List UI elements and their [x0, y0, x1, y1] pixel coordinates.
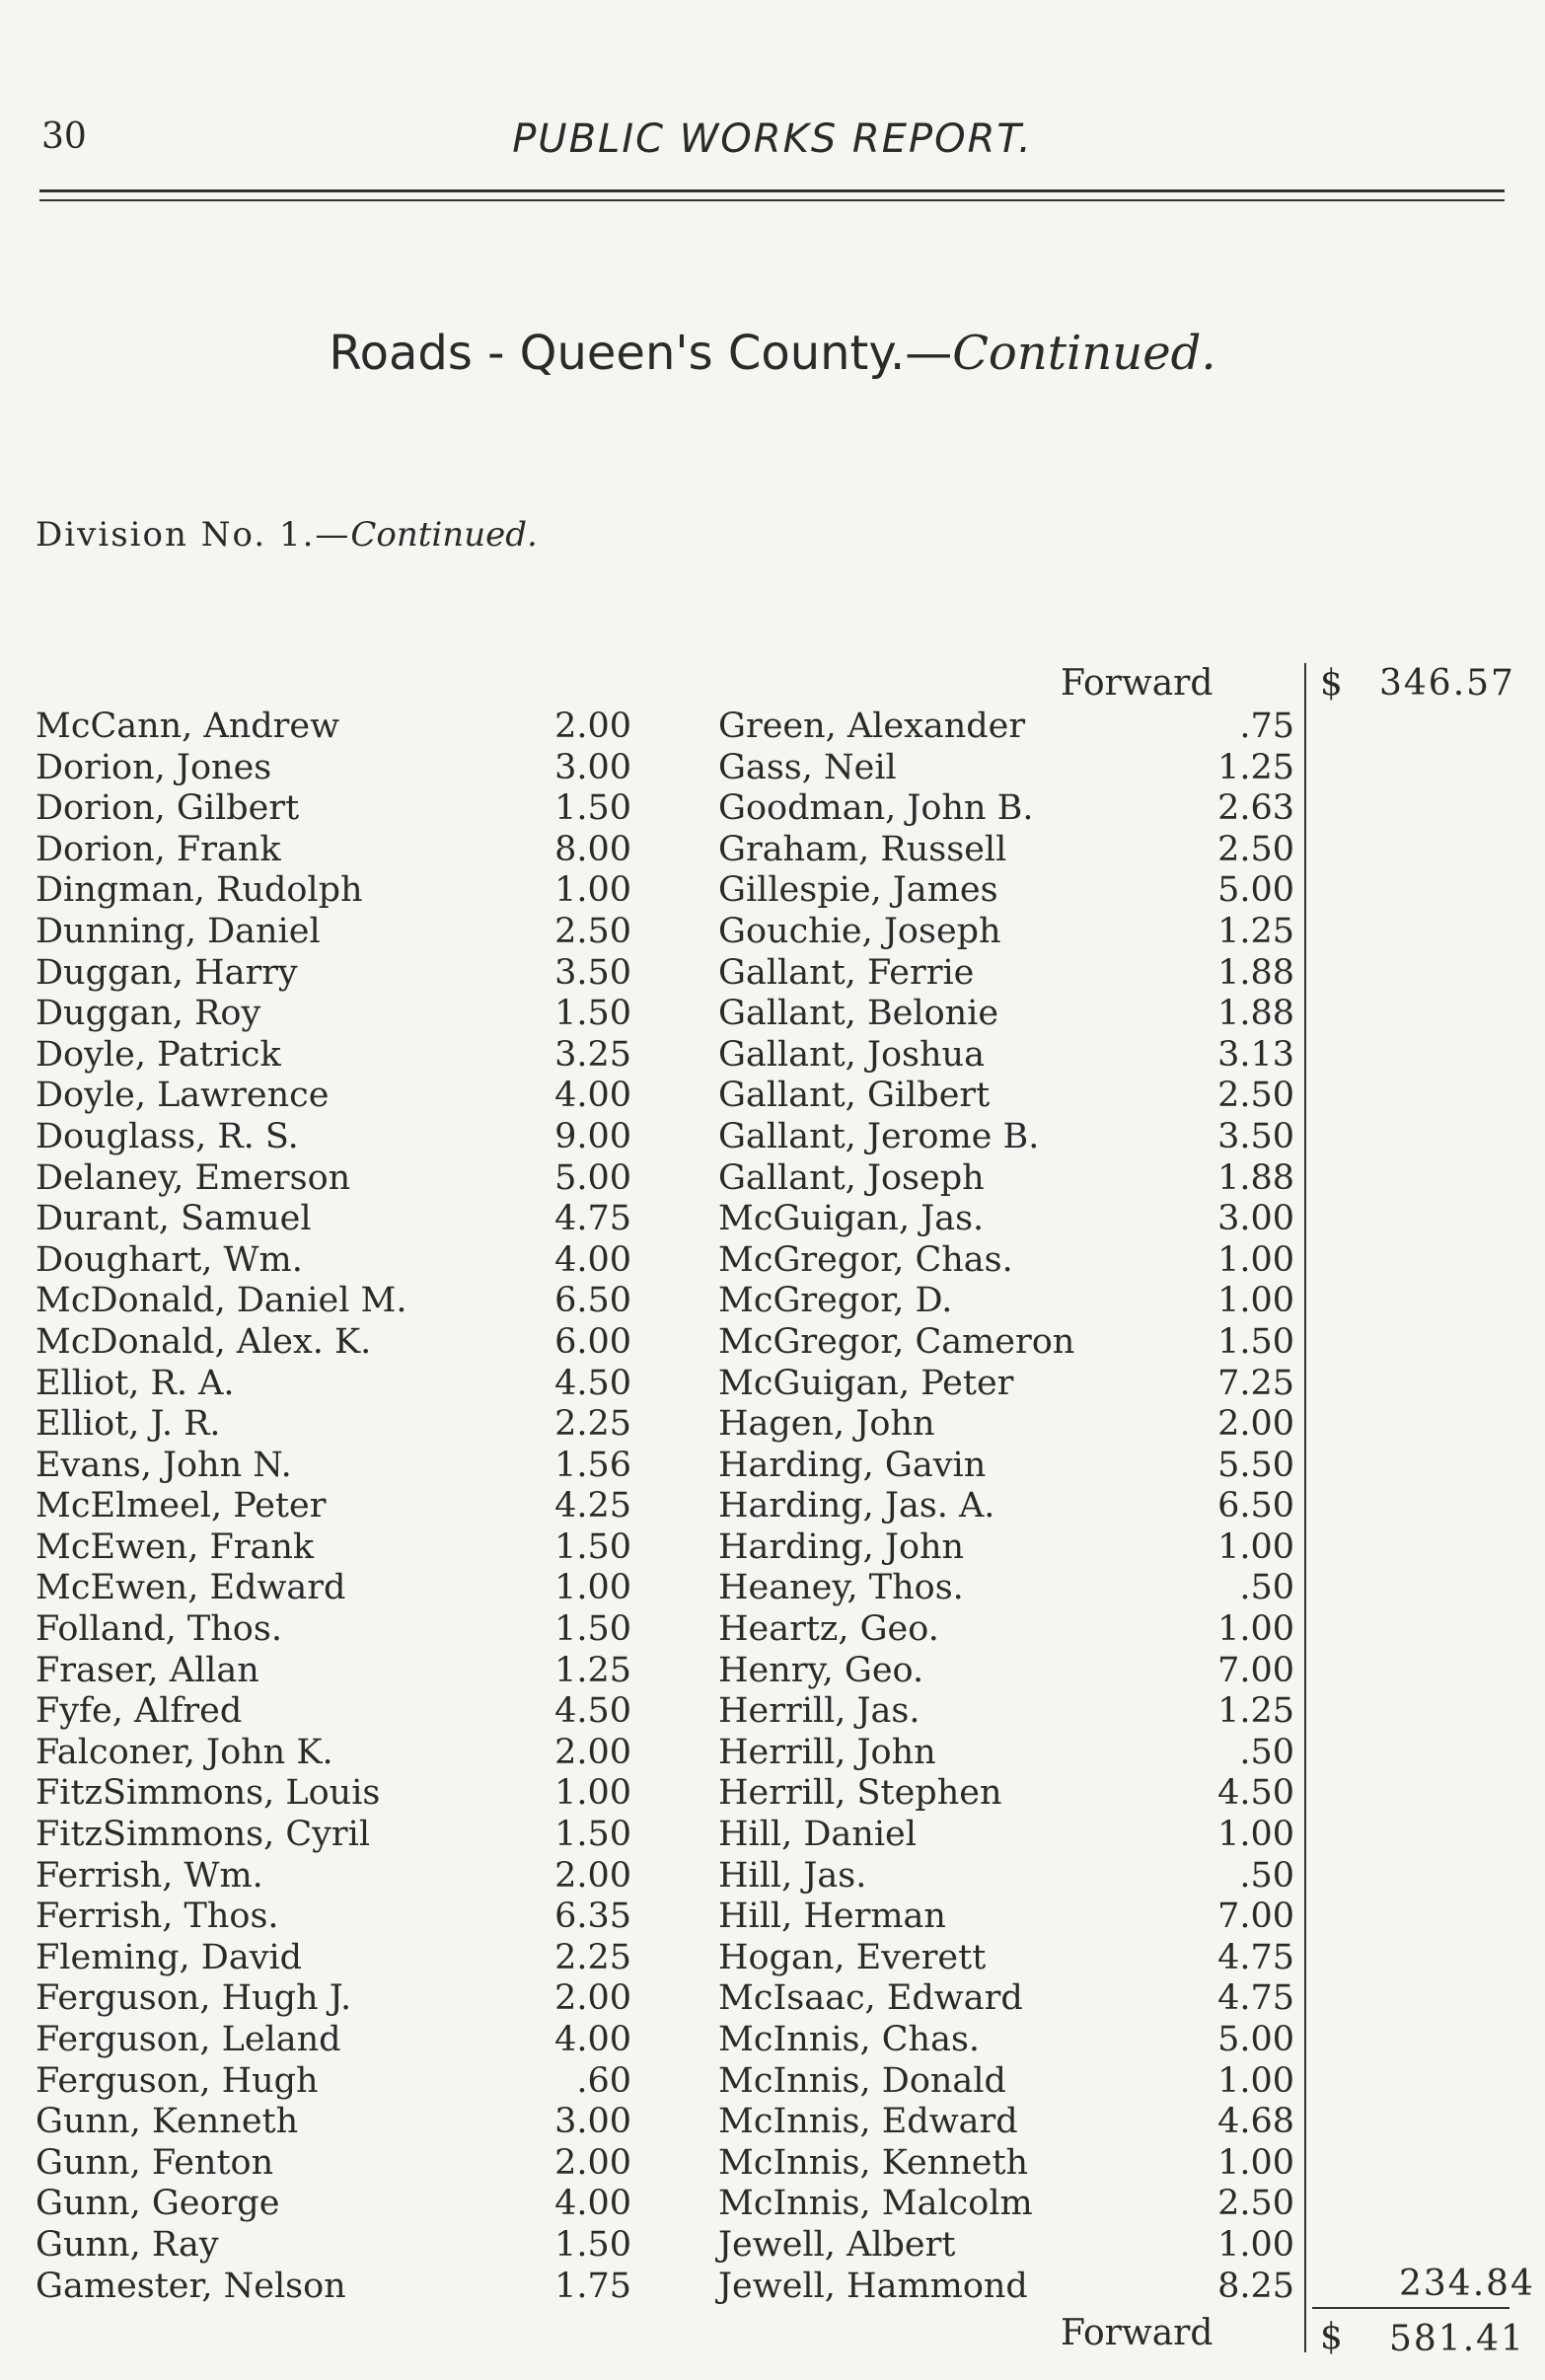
right-name: Green, Alexander	[718, 707, 1026, 746]
right-name: Gillespie, James	[718, 870, 998, 911]
right-name: McGuigan, Peter	[718, 1363, 1014, 1403]
right-name: Gouchie, Joseph	[718, 911, 1001, 951]
right-amount: 4.75	[1217, 1978, 1294, 2019]
left-amount: 1.50	[554, 788, 631, 829]
left-amount: 4.00	[554, 2020, 631, 2059]
left-name: Douglass, R. S.	[36, 1116, 299, 1156]
left-amount: 2.00	[554, 2142, 631, 2183]
right-amount: 1.88	[1217, 1157, 1294, 1198]
right-amount: 1.25	[1217, 1691, 1294, 1732]
left-name: McCann, Andrew	[36, 707, 340, 746]
left-name: Fleming, David	[36, 1937, 303, 1977]
right-name: Gallant, Belonie	[718, 994, 999, 1034]
left-amount: 1.00	[554, 870, 631, 911]
left-name: Dorion, Jones	[36, 747, 272, 787]
right-amount: 1.25	[1217, 911, 1294, 951]
right-name: Hogan, Everett	[718, 1937, 987, 1977]
ledger-row	[0, 1938, 1545, 1979]
division-heading	[36, 515, 538, 555]
right-name: Herrill, Stephen	[718, 1773, 1002, 1814]
left-name: Gunn, Ray	[36, 2224, 219, 2265]
right-name: Hill, Herman	[718, 1897, 946, 1937]
right-name: Gallant, Joseph	[718, 1157, 985, 1198]
left-name: Doyle, Patrick	[36, 1034, 281, 1075]
right-name: McInnis, Edward	[718, 2102, 1018, 2142]
page-header	[0, 116, 1545, 176]
ledger-row	[0, 2061, 1545, 2103]
header-rule	[39, 189, 1505, 192]
right-amount: 1.00	[1217, 2224, 1294, 2265]
ledger-row	[0, 2020, 1545, 2061]
left-name: McEwen, Edward	[36, 1568, 346, 1608]
ledger-row	[0, 1446, 1545, 1487]
right-amount: 7.25	[1217, 1363, 1294, 1403]
left-amount: 2.50	[554, 911, 631, 951]
right-amount: 1.00	[1217, 1526, 1294, 1567]
right-amount: 2.50	[1217, 829, 1294, 869]
left-amount: 6.50	[554, 1281, 631, 1321]
left-amount: 1.56	[554, 1445, 631, 1485]
left-name: Ferguson, Hugh J.	[36, 1978, 352, 2019]
ledger-row	[0, 912, 1545, 953]
left-amount: 3.25	[554, 1034, 631, 1075]
left-name: Duggan, Harry	[36, 952, 298, 993]
left-amount: 1.00	[554, 1568, 631, 1608]
right-amount: .50	[1239, 1732, 1294, 1772]
ledger-row	[0, 1199, 1545, 1240]
ledger-row	[0, 2102, 1545, 2143]
right-name: Gallant, Joshua	[718, 1034, 985, 1075]
left-amount: 9.00	[554, 1116, 631, 1156]
left-name: Evans, John N.	[36, 1445, 292, 1485]
left-name: Gunn, Fenton	[36, 2142, 274, 2183]
right-name: McInnis, Kenneth	[718, 2142, 1029, 2183]
right-amount: 6.50	[1217, 1486, 1294, 1526]
left-amount: .60	[576, 2060, 631, 2101]
left-amount: 1.50	[554, 1815, 631, 1855]
total-rule	[1312, 2307, 1509, 2309]
right-amount: 1.00	[1217, 2142, 1294, 2183]
right-name: Graham, Russell	[718, 829, 1007, 869]
right-amount: 1.50	[1217, 1321, 1294, 1362]
ledger-row	[0, 870, 1545, 912]
left-name: Doughart, Wm.	[36, 1239, 303, 1280]
right-name: Herrill, Jas.	[718, 1691, 920, 1732]
left-name: Doyle, Lawrence	[36, 1076, 330, 1116]
ledger-row	[0, 1404, 1545, 1446]
right-name: Hill, Jas.	[718, 1855, 867, 1896]
section-title-continued: Continued.	[952, 326, 1216, 381]
right-name: Goodman, John B.	[718, 788, 1034, 829]
column-subtotal: 234.84	[1399, 2264, 1535, 2304]
right-name: Harding, John	[718, 1526, 965, 1567]
ledger-row	[0, 1281, 1545, 1322]
right-amount: 8.25	[1217, 2266, 1294, 2306]
right-name: Harding, Jas. A.	[718, 1486, 995, 1526]
page-number: 30	[41, 116, 87, 157]
right-name: Hill, Daniel	[718, 1815, 917, 1855]
ledger-row	[0, 1609, 1545, 1651]
left-amount: 4.00	[554, 1239, 631, 1280]
forward-label-bottom: Forward	[1061, 2313, 1214, 2353]
right-amount: 2.63	[1217, 788, 1294, 829]
ledger-row	[0, 830, 1545, 871]
forward-amount-bottom: 581.41	[1389, 2319, 1525, 2359]
left-amount: 4.50	[554, 1363, 631, 1403]
ledger-row	[0, 1527, 1545, 1569]
left-name: Ferguson, Hugh	[36, 2060, 319, 2101]
right-name: Gallant, Ferrie	[718, 952, 975, 993]
left-name: FitzSimmons, Cyril	[36, 1815, 371, 1855]
left-name: Dingman, Rudolph	[36, 870, 363, 911]
right-name: McGuigan, Jas.	[718, 1199, 985, 1239]
right-amount: 4.50	[1217, 1773, 1294, 1814]
left-amount: 4.00	[554, 1076, 631, 1116]
left-amount: 6.00	[554, 1321, 631, 1362]
right-amount: 5.00	[1217, 2020, 1294, 2059]
left-name: Ferguson, Leland	[36, 2020, 341, 2059]
left-amount: 2.00	[554, 1978, 631, 2019]
ledger-row	[0, 2267, 1545, 2308]
ledger-row	[0, 1240, 1545, 1282]
ledger-row	[0, 1486, 1545, 1527]
right-name: McGregor, Cameron	[718, 1321, 1075, 1362]
left-amount: 1.75	[554, 2266, 631, 2306]
ledger-row	[0, 994, 1545, 1035]
right-amount: 5.50	[1217, 1445, 1294, 1485]
left-name: Duggan, Roy	[36, 994, 261, 1034]
right-name: Gallant, Gilbert	[718, 1076, 991, 1116]
left-name: McElmeel, Peter	[36, 1486, 327, 1526]
right-name: McIsaac, Edward	[718, 1978, 1023, 2019]
left-amount: 3.00	[554, 747, 631, 787]
left-amount: 1.50	[554, 1526, 631, 1567]
right-amount: .50	[1239, 1568, 1294, 1608]
right-amount: 2.50	[1217, 2184, 1294, 2224]
ledger-row	[0, 1691, 1545, 1733]
ledger-row	[0, 748, 1545, 789]
ledger-row	[0, 2143, 1545, 2185]
ledger-row	[0, 1364, 1545, 1405]
running-title: PUBLIC WORKS REPORT.	[512, 116, 1033, 162]
left-name: Ferrish, Wm.	[36, 1855, 263, 1896]
right-name: Gass, Neil	[718, 747, 897, 787]
left-name: Durant, Samuel	[36, 1199, 312, 1239]
left-name: Delaney, Emerson	[36, 1157, 351, 1198]
left-name: Dorion, Gilbert	[36, 788, 300, 829]
right-amount: 4.68	[1217, 2102, 1294, 2142]
right-name: Jewell, Albert	[718, 2224, 956, 2265]
right-amount: 7.00	[1217, 1897, 1294, 1937]
division-label: Division No. 1.—	[36, 515, 351, 555]
left-amount: 4.00	[554, 2184, 631, 2224]
left-amount: 1.25	[554, 1650, 631, 1690]
section-title	[0, 326, 1545, 381]
right-amount: 1.00	[1217, 1281, 1294, 1321]
left-name: Gunn, Kenneth	[36, 2102, 299, 2142]
right-amount: 3.13	[1217, 1034, 1294, 1075]
left-name: Elliot, R. A.	[36, 1363, 235, 1403]
ledger-row	[0, 1651, 1545, 1692]
left-amount: 4.75	[554, 1199, 631, 1239]
left-name: Gamester, Nelson	[36, 2266, 346, 2306]
left-amount: 1.50	[554, 1609, 631, 1650]
right-amount: 2.50	[1217, 1076, 1294, 1116]
ledger-row	[0, 1856, 1545, 1897]
ledger-row	[0, 1773, 1545, 1815]
left-amount: 2.25	[554, 1404, 631, 1445]
right-amount: 1.00	[1217, 1239, 1294, 1280]
ledger-row	[0, 953, 1545, 995]
left-amount: 2.00	[554, 707, 631, 746]
left-amount: 4.25	[554, 1486, 631, 1526]
left-name: Gunn, George	[36, 2184, 280, 2224]
left-name: Dunning, Daniel	[36, 911, 321, 951]
left-amount: 1.50	[554, 2224, 631, 2265]
right-amount: 7.00	[1217, 1650, 1294, 1690]
left-name: Folland, Thos.	[36, 1609, 282, 1650]
right-name: Heartz, Geo.	[718, 1609, 939, 1650]
header-rule-thin	[39, 199, 1505, 201]
right-name: McGregor, Chas.	[718, 1239, 1013, 1280]
right-amount: 1.88	[1217, 952, 1294, 993]
left-amount: 1.50	[554, 994, 631, 1034]
division-continued: Continued.	[350, 515, 538, 555]
right-amount: 3.00	[1217, 1199, 1294, 1239]
left-amount: 3.00	[554, 2102, 631, 2142]
left-name: McDonald, Alex. K.	[36, 1321, 372, 1362]
left-amount: 8.00	[554, 829, 631, 869]
right-amount: 1.25	[1217, 747, 1294, 787]
right-name: Henry, Geo.	[718, 1650, 924, 1690]
right-name: Heaney, Thos.	[718, 1568, 964, 1608]
right-amount: .75	[1239, 707, 1294, 746]
dollar-sign-top: $	[1320, 663, 1343, 704]
right-amount: 1.00	[1217, 1815, 1294, 1855]
right-amount: 2.00	[1217, 1404, 1294, 1445]
right-name: Jewell, Hammond	[718, 2266, 1028, 2306]
left-amount: 3.50	[554, 952, 631, 993]
ledger-row	[0, 1897, 1545, 1938]
right-name: Gallant, Jerome B.	[718, 1116, 1040, 1156]
right-name: Hagen, John	[718, 1404, 935, 1445]
left-name: Elliot, J. R.	[36, 1404, 221, 1445]
right-name: McInnis, Malcolm	[718, 2184, 1033, 2224]
ledger-row	[0, 1035, 1545, 1077]
right-amount: 1.00	[1217, 1609, 1294, 1650]
right-name: Harding, Gavin	[718, 1445, 987, 1485]
right-name: McInnis, Chas.	[718, 2020, 981, 2059]
ledger-row	[0, 1978, 1545, 2020]
dollar-sign-bottom: $	[1320, 2317, 1343, 2357]
right-name: McInnis, Donald	[718, 2060, 1006, 2101]
ledger-row	[0, 1568, 1545, 1609]
left-amount: 2.00	[554, 1855, 631, 1896]
ledger-row	[0, 2225, 1545, 2267]
ledger-row	[0, 788, 1545, 830]
ledger-row	[0, 1117, 1545, 1158]
ledger-row	[0, 1158, 1545, 1200]
ledger-row	[0, 1322, 1545, 1364]
left-amount: 1.00	[554, 1773, 631, 1814]
ledger-row	[0, 707, 1545, 748]
ledger-rows	[0, 707, 1545, 2307]
left-name: Fyfe, Alfred	[36, 1691, 243, 1732]
left-name: Fraser, Allan	[36, 1650, 259, 1690]
left-name: FitzSimmons, Louis	[36, 1773, 381, 1814]
left-name: McEwen, Frank	[36, 1526, 315, 1567]
forward-label-top: Forward	[1061, 663, 1214, 704]
ledger-row	[0, 1733, 1545, 1774]
left-amount: 4.50	[554, 1691, 631, 1732]
left-name: McDonald, Daniel M.	[36, 1281, 407, 1321]
left-name: Falconer, John K.	[36, 1732, 333, 1772]
right-amount: 1.00	[1217, 2060, 1294, 2101]
left-name: Ferrish, Thos.	[36, 1897, 279, 1937]
right-amount: 3.50	[1217, 1116, 1294, 1156]
left-amount: 5.00	[554, 1157, 631, 1198]
forward-amount-top: 346.57	[1379, 663, 1515, 704]
left-amount: 2.00	[554, 1732, 631, 1772]
right-amount: 5.00	[1217, 870, 1294, 911]
right-amount: 4.75	[1217, 1937, 1294, 1977]
left-name: Dorion, Frank	[36, 829, 281, 869]
left-amount: 2.25	[554, 1937, 631, 1977]
right-name: McGregor, D.	[718, 1281, 953, 1321]
right-name: Herrill, John	[718, 1732, 936, 1772]
ledger-row	[0, 1815, 1545, 1856]
section-title-main: Roads - Queen's County.—	[329, 326, 953, 381]
right-amount: 1.88	[1217, 994, 1294, 1034]
left-amount: 6.35	[554, 1897, 631, 1937]
ledger-row	[0, 1076, 1545, 1117]
right-amount: .50	[1239, 1855, 1294, 1896]
ledger-row	[0, 2184, 1545, 2225]
